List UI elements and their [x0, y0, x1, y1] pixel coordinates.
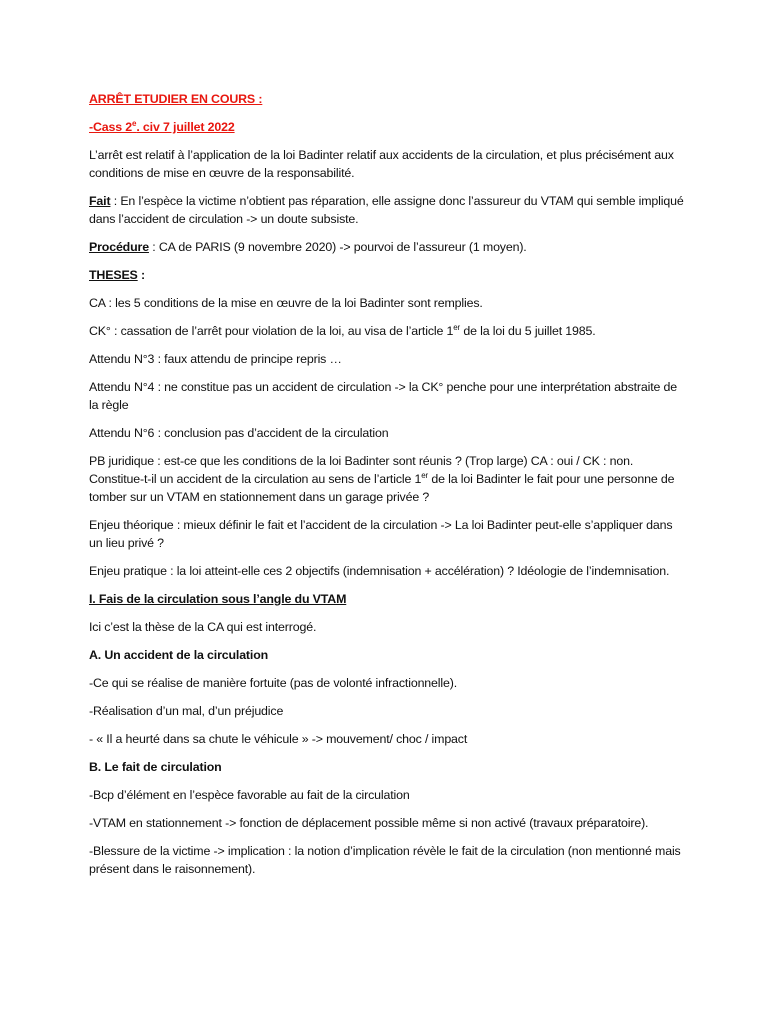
theses-colon: : [137, 268, 145, 282]
procedure-paragraph [89, 238, 689, 256]
pb-text-2: de la loi Badinter le fait pour une personne de tomber sur un VTAM en stationnement dans un garage privée ? [89, 472, 675, 504]
theses-heading [89, 266, 689, 284]
intro-paragraph: L’arrêt est relatif à l’application de la loi Badinter relatif aux accidents de la circulation, et plus précisément aux conditions de mise en œuvre de la responsabilité. [89, 148, 674, 180]
document-title [89, 90, 689, 108]
procedure-text: : CA de PARIS (9 novembre 2020) -> pourvoi de l’assureur (1 moyen). [148, 240, 527, 254]
section-B-item-1: -Bcp d’élément en l’espèce favorable au fait de la circulation [89, 788, 410, 802]
enjeu-pratique-paragraph: Enjeu pratique : la loi atteint-elle ces 2 objectifs (indemnisation + accélération) ? Idéologie de l’indemnisation. [89, 564, 670, 578]
fait-text: : En l’espèce la victime n’obtient pas réparation, elle assigne donc l’assureur du VTAM qui semble impliqué dans l’accident de circulation -> un doute subsiste. [89, 194, 684, 226]
ck-text-2: de la loi du 5 juillet 1985. [460, 324, 596, 338]
document-title-text: ARRÊT ETUDIER EN COURS : [89, 92, 263, 106]
attendu-6-paragraph: Attendu N°6 : conclusion pas d’accident de la circulation [89, 426, 389, 440]
attendu-4-paragraph: Attendu N°4 : ne constitue pas un accident de circulation -> la CK° penche pour une interprétation abstraite de la règle [89, 380, 678, 412]
section-I-text: Ici c’est la thèse de la CA qui est interrogé. [89, 620, 317, 634]
case-prefix: -Cass 2 [89, 120, 133, 134]
case-reference [89, 118, 689, 136]
pb-superscript: er [421, 470, 429, 480]
attendu-3-paragraph: Attendu N°3 : faux attendu de principe repris … [89, 352, 342, 366]
section-A-heading: A. Un accident de la circulation [89, 648, 269, 662]
section-B-item-2: -VTAM en stationnement -> fonction de déplacement possible même si non activé (travaux préparatoire). [89, 816, 649, 830]
case-superscript: e [132, 118, 137, 128]
section-B-item-3: -Blessure de la victime -> implication : la notion d’implication révèle le fait de la circulation (non mentionné mais présent dans le raisonnement). [89, 844, 681, 876]
ck-text-1: CK° : cassation de l’arrêt pour violation de la loi, au visa de l’article 1 [89, 324, 454, 338]
ck-superscript: er [453, 322, 461, 332]
case-suffix: . civ 7 juillet 2022 [136, 120, 235, 134]
ca-paragraph: CA : les 5 conditions de la mise en œuvre de la loi Badinter sont remplies. [89, 296, 483, 310]
section-A-item-1: -Ce qui se réalise de manière fortuite (pas de volonté infractionnelle). [89, 676, 458, 690]
enjeu-theorique-paragraph: Enjeu théorique : mieux définir le fait et l’accident de la circulation -> La loi Badinter peut-elle s’appliquer dans un lieu privé ? [89, 518, 673, 550]
case-reference-text [89, 120, 235, 134]
fait-label: Fait [89, 194, 111, 208]
theses-label: THESES [89, 268, 138, 282]
fait-paragraph [89, 192, 689, 228]
ck-paragraph [89, 322, 689, 340]
section-A-item-2: -Réalisation d’un mal, d’un préjudice [89, 704, 284, 718]
section-B-heading: B. Le fait de circulation [89, 760, 222, 774]
pb-juridique-paragraph [89, 452, 689, 506]
procedure-label: Procédure [89, 240, 149, 254]
pb-text-1: PB juridique : est-ce que les conditions de la loi Badinter sont réunis ? (Trop large) CA : oui / CK : non. Constitue-t-il un accident de la circulation au sens de l’article 1 [89, 454, 634, 486]
section-A-item-3: - « Il a heurté dans sa chute le véhicule » -> mouvement/ choc / impact [89, 732, 468, 746]
section-I-heading: I. Fais de la circulation sous l’angle du VTAM [89, 592, 347, 606]
document-page [89, 90, 689, 888]
